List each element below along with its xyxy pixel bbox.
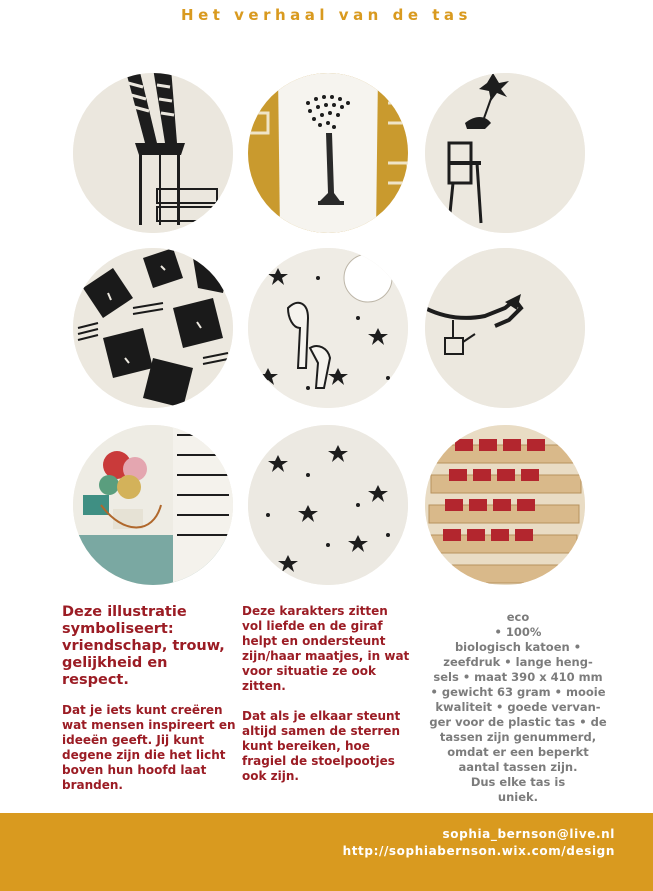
photo-giraffe-pattern: [248, 248, 408, 408]
spec-line: • 100%: [494, 625, 542, 639]
spec-line: sels • maat 390 x 410 mm: [433, 670, 603, 684]
intro-column: [62, 604, 237, 793]
spec-line: tassen zijn genummerd,: [439, 730, 597, 744]
photo-legs-on-stool: [73, 73, 233, 233]
spec-line: eco: [506, 610, 530, 624]
spec-line: aantal tassen zijn.: [458, 760, 578, 774]
photo-stamped-envelopes: [425, 425, 585, 585]
photo-watering-can: [425, 248, 585, 408]
inspiration-text: Dat je iets kunt creëren wat mensen inspireert en ideeën geeft. Jij kunt degene zijn die het licht boven hun hoofd laat branden.: [62, 703, 236, 792]
spec-line: kwaliteit • goede vervan-: [435, 700, 601, 714]
contact-email-link[interactable]: sophia_bernson@live.nl: [442, 827, 615, 841]
spec-line: ger voor de plastic tas • de: [429, 715, 607, 729]
photo-chair-flower: [425, 73, 585, 233]
spec-line: Dus elke tas is: [470, 775, 566, 789]
spec-line: biologisch katoen •: [454, 640, 582, 654]
spec-line: zeefdruk • lange heng-: [443, 655, 593, 669]
photo-giraffe-bag: [248, 73, 408, 233]
symbolism-heading: Deze illustratie symboliseert: vriendschap, trouw, gelijkheid en respect.: [62, 604, 225, 688]
product-specs: [423, 610, 613, 805]
photo-star-fabric: [248, 425, 408, 585]
footer-bar: [0, 813, 653, 891]
photo-shop-display: [73, 425, 233, 585]
spec-line: • gewicht 63 gram • mooie: [430, 685, 606, 699]
stars-text: Dat als je elkaar steunt altijd samen de sterren kunt bereiken, hoe fragiel de stoelpootjes ook zijn.: [242, 709, 401, 783]
page-title: Het verhaal van de tas: [181, 6, 472, 24]
characters-text: Deze karakters zitten vol liefde en de giraf helpt en ondersteunt zijn/haar maatjes, in wat voor situatie ze ook zitten.: [242, 604, 410, 693]
website-link[interactable]: http://sophiabernson.wix.com/design: [342, 844, 615, 858]
photo-star-tiles: [73, 248, 233, 408]
spec-line: uniek.: [497, 790, 539, 804]
spec-line: omdat er een beperkt: [447, 745, 589, 759]
story-column: [242, 604, 412, 784]
